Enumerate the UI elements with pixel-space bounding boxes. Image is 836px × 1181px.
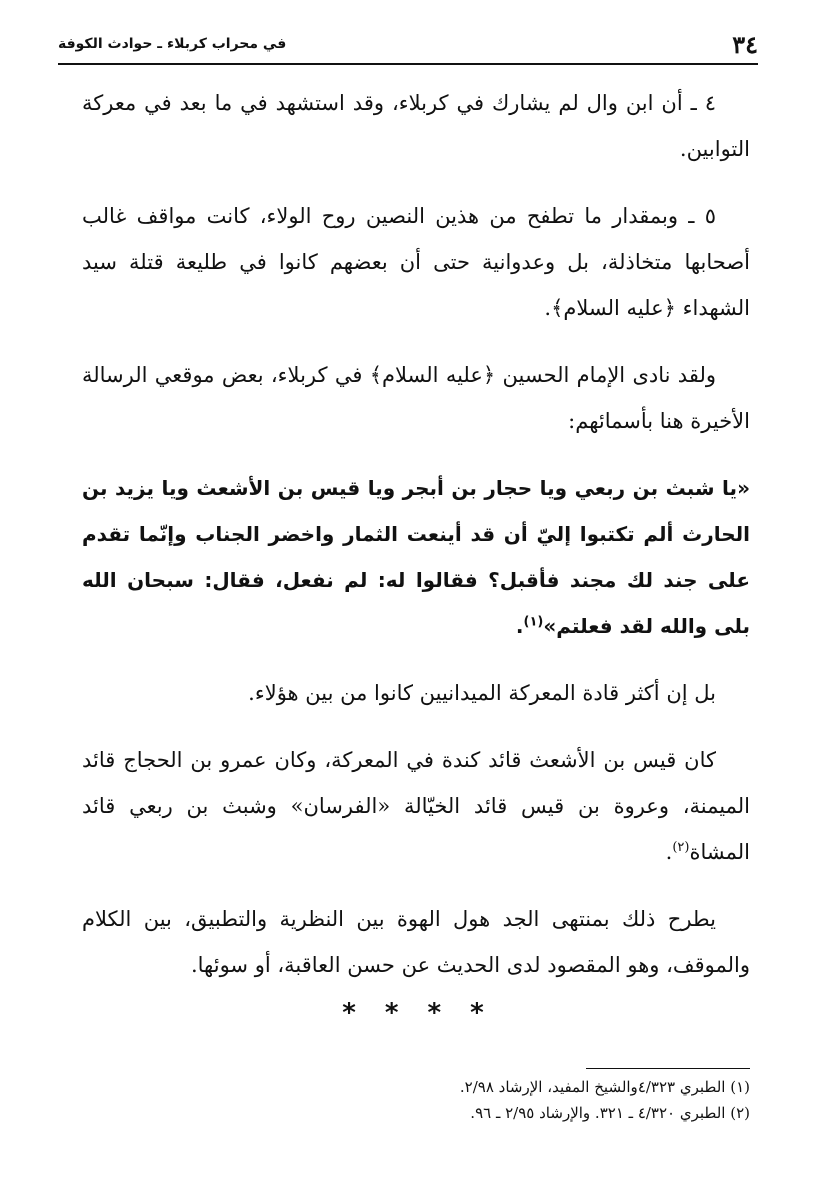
footnote-divider: [586, 1068, 750, 1069]
quotation-paragraph: [82, 465, 750, 649]
quotation-end: .: [515, 614, 524, 638]
paragraph-3: ولقد نادى الإمام الحسين ﴿عليه السلام﴾ في كربلاء، بعض موقعي الرسالة الأخيرة هنا بأسمائهم:: [82, 363, 750, 433]
header-divider: [58, 63, 758, 65]
footnotes: [86, 1074, 750, 1126]
paragraph-7: يطرح ذلك بمنتهى الجد هول الهوة بين النظرية والتطبيق، بين الكلام والموقف، وهو المقصود لدى الحديث عن حسن العاقبة، أو سوئها.: [82, 907, 750, 977]
paragraph-6: [82, 737, 750, 875]
paragraph-6-text: كان قيس بن الأشعث قائد كندة في المعركة، وكان عمرو بن الحجاج قائد الميمنة، وعروة بن قيس قائد الخيّالة «الفرسان» وشبث بن ربعي قائد المشاة: [82, 748, 750, 864]
footnote-ref-2: (٢): [672, 840, 690, 855]
footnote-1: (١) الطبري ٤/٣٢٣والشيخ المفيد، الإرشاد ٢/٩٨.: [459, 1078, 750, 1096]
footnote-2: (٢) الطبري ٤/٣٢٠ ـ ٣٢١. والإرشاد ٢/٩٥ ـ ٩٦.: [470, 1104, 750, 1122]
page-header: [58, 32, 758, 62]
paragraph-2: ٥ ـ وبمقدار ما تطفح من هذين النصين روح الولاء، كانت مواقف غالب أصحابها متخاذلة، بل وعدوانية حتى أن بعضهم كانوا في طليعة قتلة سيد الشهداء ﴿عليه السلام﴾.: [82, 204, 750, 320]
paragraph-5: بل إن أكثر قادة المعركة الميدانيين كانوا من بين هؤلاء.: [248, 681, 716, 705]
main-text: [82, 80, 750, 1009]
page-number: ٣٤: [732, 30, 758, 59]
section-separator: * * * *: [342, 998, 494, 1028]
paragraph-1: ٤ ـ أن ابن وال لم يشارك في كربلاء، وقد استشهد في ما بعد في معركة التوابين.: [82, 91, 750, 161]
paragraph-6-end: .: [665, 840, 673, 864]
running-title: في محراب كربلاء ـ حوادث الكوفة: [58, 36, 287, 52]
quotation-text: «يا شبث بن ربعي ويا حجار بن أبجر ويا قيس بن الأشعث ويا يزيد بن الحارث ألم تكتبوا إليّ أن قد أينعت الثمار واخضر الجناب وإنّما تقدم على جند لك مجند فأقبل؟ فقالوا له: لم نفعل، فقال: سبحان الله بلى والله لقد فعلتم»: [82, 476, 750, 638]
footnote-ref-1: (١): [523, 614, 544, 630]
